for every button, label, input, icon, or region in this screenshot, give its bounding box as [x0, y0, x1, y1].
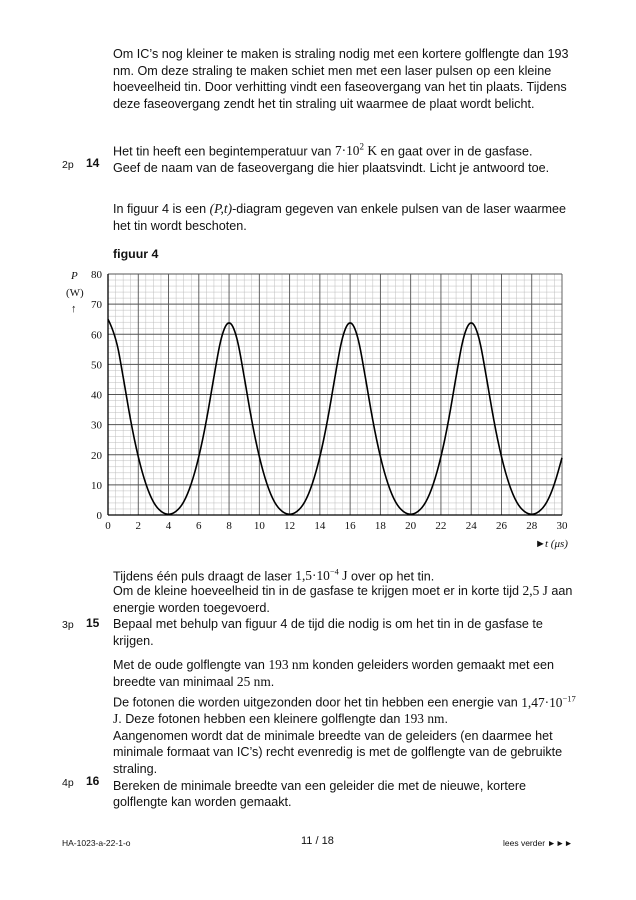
x-tick-label: 2: [135, 520, 142, 532]
x-tick-label: 4: [165, 520, 172, 532]
x-tick-label: 12: [284, 520, 296, 532]
figure-label: figuur 4: [113, 247, 159, 261]
question-16-points: 4p: [62, 777, 74, 789]
y-axis-arrow: ↑: [71, 303, 77, 315]
question-15-points: 3p: [62, 619, 74, 631]
x-tick-label: 26: [495, 520, 507, 532]
x-tick-label: 18: [374, 520, 386, 532]
page-number: 11 / 18: [301, 835, 334, 847]
x-tick-label: 14: [314, 520, 326, 532]
question-15-text: Bepaal met behulp van figuur 4 de tijd die nodig is om het tin in de gasfase te krijgen.: [113, 617, 543, 648]
x-axis-arrow: ►: [535, 538, 546, 550]
x-tick-label: 24: [465, 520, 477, 532]
power-time-chart: [0, 262, 636, 562]
pt-symbol: (P,t): [209, 201, 233, 216]
y-tick-label: 50: [91, 359, 102, 372]
question-16-text: Bereken de minimale breedte van een geleider die met de nieuwe, kortere golflengte kan worden gemaakt.: [113, 778, 527, 810]
temperature-value: $7\cdot 10^2$ K: [334, 142, 378, 159]
question-14-points: 2p: [62, 159, 74, 171]
pulse-energy-value: $1,5\cdot 10^{-4}$ J: [295, 567, 348, 584]
question-16-number: 16: [86, 774, 100, 788]
wavelength-paragraph: Met de oude golflengte van 193 nm konden geleiders worden gemaakt met een breedte van minimaal 25 nm. De fotonen die worden uitgezonden door het tin hebben een energie van $1,47\cdot 10^{-17}$ J. Deze fotonen hebben een kleinere golflengte dan 193 nm. Aangenomen wordt dat de minimale breedte van de geleiders (en daarmee het minimale formaat van IC’s) recht evenredig is met de golflengte van de gebruikte straling. Bereken de minimale breedte van een geleider die met de nieuwe, kortere golflengte kan worden gemaakt.: [113, 657, 583, 811]
x-tick-label: 8: [226, 520, 232, 532]
temperature-text: Het tin heeft een begintemperatuur van $7\cdot 10^2$ K en gaat over in de gasfase.: [113, 142, 533, 159]
y-axis-label-p: P: [71, 270, 78, 282]
x-axis-label: t (μs): [545, 538, 568, 550]
y-tick-label: 80: [91, 269, 102, 281]
y-tick-label: 20: [91, 449, 102, 462]
intro-text: Om IC’s nog kleiner te maken is straling nodig met een kortere golflengte dan 193 nm. Om deze straling te maken schiet men met een laser pulsen op een kleine hoeveelheid tin. Door verhitting vindt een faseovergang van het tin plaats. Tijdens deze faseovergang zendt het tin straling uit waarmee de plaat wordt belicht.: [113, 47, 569, 111]
y-tick-label: 60: [91, 329, 102, 342]
x-tick-label: 10: [253, 520, 265, 532]
figure-intro-paragraph: In figuur 4 is een (P,t)-diagram gegeven van enkele pulsen van de laser waarmee het tin wordt beschoten.: [113, 201, 567, 233]
y-tick-label: 70: [91, 299, 102, 312]
y-tick-label: 0: [96, 510, 102, 522]
y-axis-label-unit: (W): [66, 287, 84, 299]
temperature-paragraph: [113, 139, 583, 177]
x-tick-label: 30: [556, 520, 568, 532]
pulse-paragraph: Tijdens één puls draagt de laser $1,5\cdot 10^{-4}$ J over op het tin.: [113, 567, 435, 584]
assumption-text: Aangenomen wordt dat de minimale breedte van de geleiders (en daarmee het minimale formaat van IC’s) recht evenredig is met de golflengte van de gebruikte straling.: [113, 728, 563, 777]
x-tick-label: 20: [405, 520, 417, 532]
y-tick-label: 40: [91, 389, 102, 402]
x-tick-label: 6: [196, 520, 202, 532]
x-tick-label: 22: [435, 520, 447, 532]
next-page-indicator: lees verder ►►►: [503, 838, 573, 848]
x-tick-label: 28: [526, 520, 538, 532]
y-tick-label: 10: [91, 479, 102, 492]
x-tick-label: 16: [344, 520, 356, 532]
y-tick-label: 30: [91, 419, 102, 432]
footer-code: HA-1023-a-22-1-o: [62, 838, 131, 848]
intro-paragraph: [113, 46, 583, 112]
question-15-number: 15: [86, 616, 100, 630]
photon-energy-value: $1,47\cdot 10^{-17}$ J: [113, 693, 576, 727]
energy-value: 2,5 J: [522, 583, 548, 598]
energy-paragraph: Om de kleine hoeveelheid tin in de gasfase te krijgen moet er in korte tijd 2,5 J aan energie worden toegevoerd. Bepaal met behulp van figuur 4 de tijd die nodig is om het tin in de gasfase te krijgen.: [113, 583, 583, 649]
question-14-number: 14: [86, 156, 100, 170]
question-14-text: Geef de naam van de faseovergang die hier plaatsvindt. Licht je antwoord toe.: [113, 161, 550, 176]
x-tick-label: 0: [105, 520, 111, 532]
